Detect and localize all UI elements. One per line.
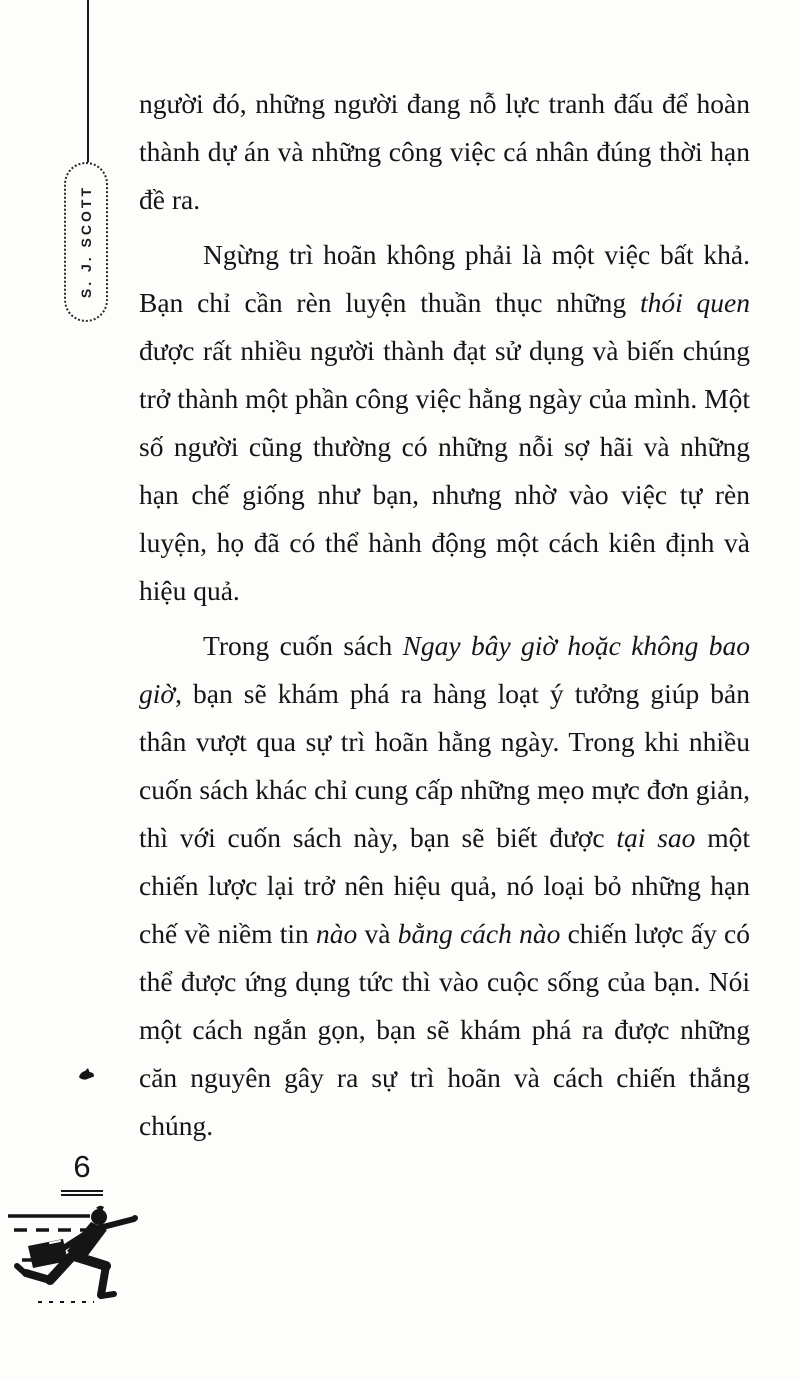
italic-text-segment: bằng cách nào [397, 918, 561, 949]
text-segment: được rất nhiều người thành đạt sử dụng và biến chúng trở thành một phần công việc hằng ngày của mình. Một số người cũng thường có những nỗi sợ hãi và những hạn chế giống như bạn, nhưng nhờ vào việc tự rèn luyện, họ đã có thể hành động một cách kiên định và hiệu quả. [139, 335, 751, 606]
page-number-block [58, 1150, 106, 1196]
italic-text-segment: thói quen [639, 287, 750, 318]
text-segment: người đó, những người đang nỗ lực tranh đấu để hoàn thành dự án và những công việc cá nhân đúng thời hạn đề ra. [139, 88, 750, 215]
italic-text-segment: Ngay bây giờ hoặc không bao giờ [139, 630, 750, 709]
author-name: S. J. SCOTT [78, 185, 94, 299]
paragraph [139, 622, 750, 1150]
text-segment: Trong cuốn sách [203, 630, 403, 661]
text-segment: chiến lược ấy có thể được ứng dụng tức thì vào cuộc sống của bạn. Nói một cách ngắn gọn, bạn sẽ khám phá ra được những căn nguyên gây ra sự trì hoãn và cách chiến thắng chúng. [139, 918, 751, 1141]
ink-blot-mark [77, 1067, 97, 1086]
text-segment: Ngừng trì hoãn không phải là một việc bất khả. Bạn chỉ cần rèn luyện thuần thục những [139, 239, 750, 318]
paragraph [139, 80, 750, 224]
page-number: 6 [73, 1149, 91, 1184]
text-segment: , bạn sẽ khám phá ra hàng loạt ý tưởng giúp bản thân vượt qua sự trì hoãn hằng ngày. Trong khi nhiều cuốn sách khác chỉ cung cấp những mẹo mực đơn giản, thì với cuốn sách này, bạn sẽ biết được [139, 678, 750, 853]
vertical-rule-line [87, 0, 89, 164]
italic-text-segment: tại sao [616, 822, 696, 853]
text-segment: và [357, 918, 398, 949]
body-text [139, 80, 750, 1157]
running-man-icon [6, 1196, 156, 1313]
paragraph [139, 231, 750, 615]
author-tab [64, 162, 108, 322]
text-segment: một chiến lược lại trở nên hiệu quả, nó loại bỏ những hạn chế về niềm tin [139, 822, 751, 949]
running-man-figure [17, 1206, 138, 1296]
italic-text-segment: nào [316, 918, 358, 949]
